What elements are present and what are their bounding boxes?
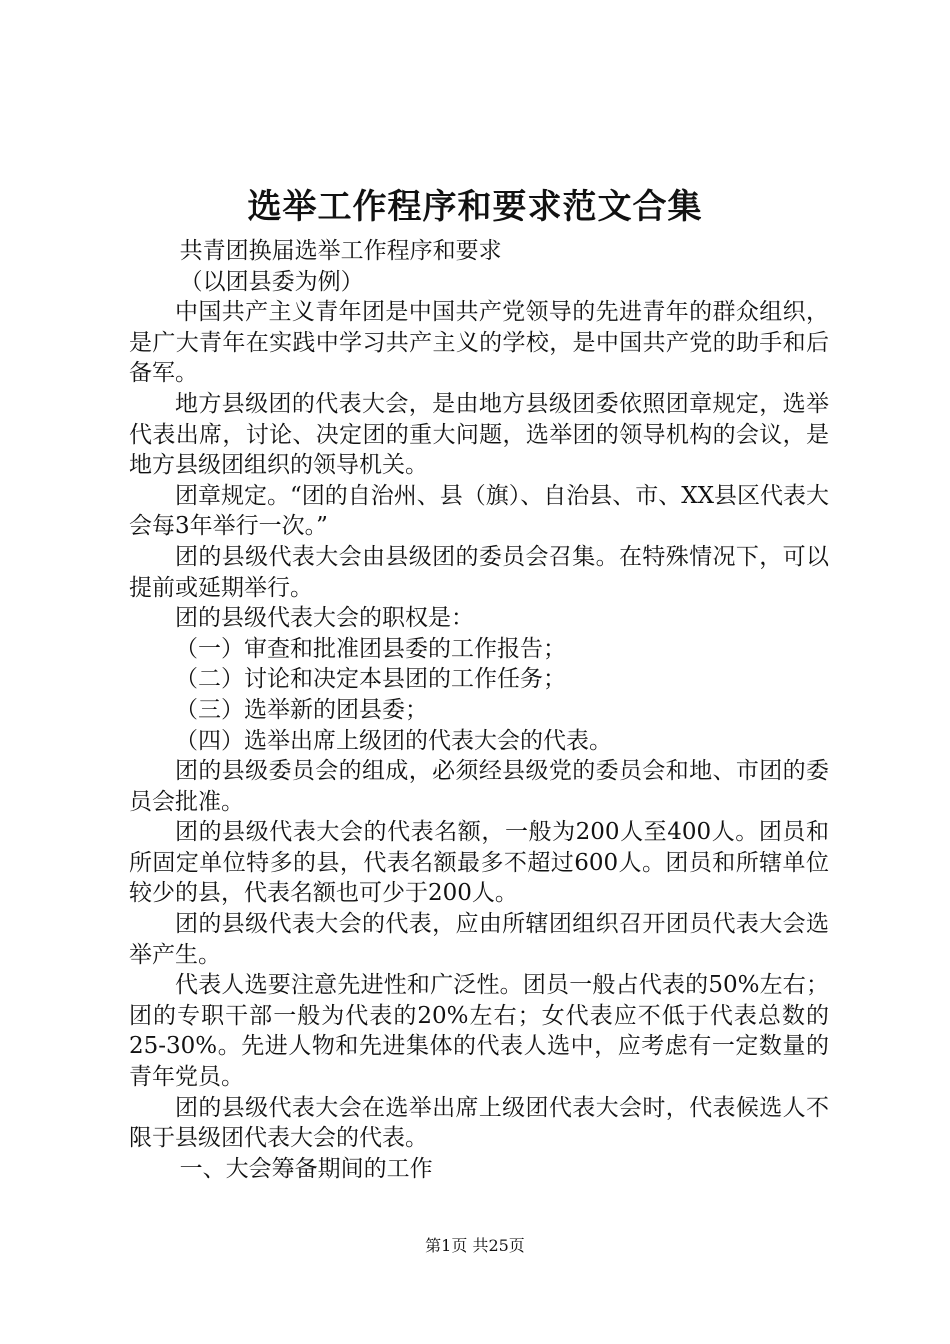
list-item: （四）选举出席上级团的代表大会的代表。	[175, 727, 612, 754]
paragraph: 团章规定。“团的自治州、县（旗）、自治县、市、XX县区代表大会每3年举行一次。”	[129, 482, 830, 540]
paragraph: 团的县级代表大会由县级团的委员会召集。在特殊情况下，可以提前或延期举行。	[129, 543, 829, 601]
document-title: 选举工作程序和要求范文合集	[247, 187, 703, 227]
list-item: （三）选举新的团县委；	[175, 696, 428, 723]
paragraph: 团的县级代表大会的代表，应由所辖团组织召开团员代表大会选举产生。	[129, 911, 829, 968]
paragraph: 团的县级委员会的组成，必须经县级党的委员会和地、市团的委员会批准。	[129, 758, 829, 815]
list-item: （一）审查和批准团县委的工作报告；	[175, 635, 566, 662]
paragraph: 代表人选要注意先进性和广泛性。团员一般占代表的50%左右；团的专职干部一般为代表的20%左右；女代表应不低于代表总数的25-30%。先进人物和先进集体的代表人选中，应考虑有一定数量的青年党员。	[129, 972, 829, 1091]
paragraph: 团的县级代表大会在选举出席上级团代表大会时，代表候选人不限于县级团代表大会的代表。	[129, 1094, 829, 1152]
document-body	[129, 236, 829, 1184]
paragraph: 中国共产主义青年团是中国共产党领导的先进青年的群众组织，是广大青年在实践中学习共产主义的学校，是中国共产党的助手和后备军。	[129, 299, 829, 387]
paragraph: 团的县级代表大会的代表名额，一般为200人至400人。团员和所固定单位特多的县，代表名额最多不超过600人。团员和所辖单位较少的县，代表名额也可少于200人。	[129, 819, 829, 907]
paragraph-example-note: （以团县委为例）	[179, 268, 364, 295]
paragraph: 团的县级代表大会的职权是：	[175, 605, 474, 632]
page-footer: 第1页 共25页	[425, 1236, 525, 1255]
section-heading: 一、大会筹备期间的工作	[179, 1155, 433, 1182]
paragraph: 地方县级团的代表大会，是由地方县级团委依照团章规定，选举代表出席，讨论、决定团的重大问题，选举团的领导机构的会议，是地方县级团组织的领导机关。	[129, 390, 829, 479]
list-item: （二）讨论和决定本县团的工作任务；	[175, 666, 566, 693]
paragraph-subtitle: 共青团换届选举工作程序和要求	[179, 238, 502, 264]
